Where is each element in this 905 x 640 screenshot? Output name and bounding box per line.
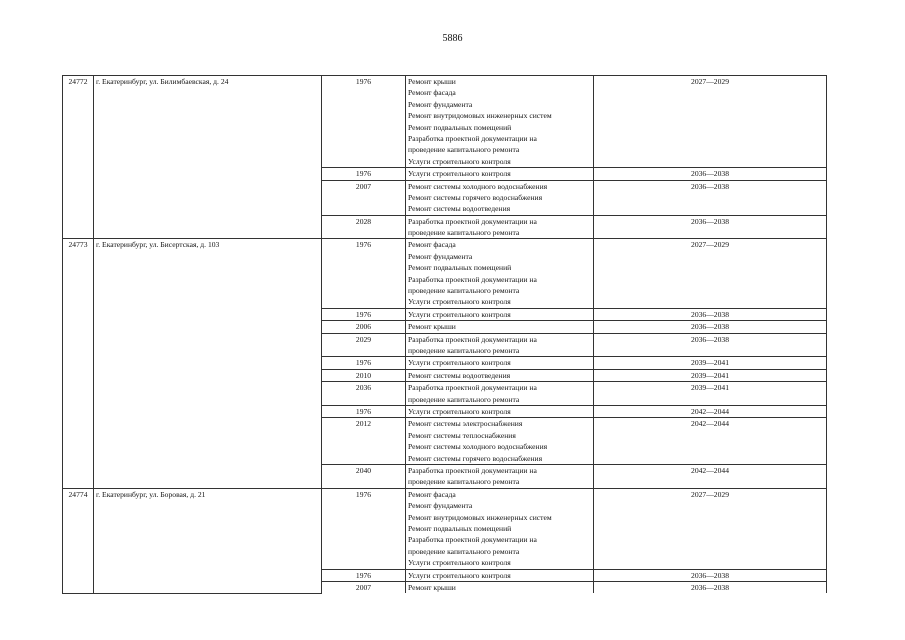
period-cell: 2042—2044 [594,464,827,488]
period-cell: 2027—2029 [594,239,827,308]
work-item: проведение капитального ремонта [408,477,520,487]
works-cell [406,369,594,381]
period-cell: 2036—2038 [594,180,827,215]
works-cell [406,180,594,215]
work-item: Ремонт крыши [408,322,456,332]
works-cell [406,308,594,320]
work-item: Разработка проектной документации на [408,274,537,284]
period-cell: 2042—2044 [594,406,827,418]
work-item: проведение капитального ремонта [408,286,520,296]
year-cell: 2007 [322,581,406,593]
year-cell: 1976 [322,168,406,180]
year-cell: 2028 [322,215,406,239]
period-cell: 2036—2038 [594,308,827,320]
object-address-cell: г. Екатеринбург, ул. Билимбаевская, д. 24 [94,76,322,239]
work-item: Ремонт внутридомовых инженерных систем [408,111,552,121]
year-cell: 2036 [322,382,406,406]
work-item: Разработка проектной документации на [408,334,537,344]
work-item: Услуги строительного контроля [408,309,511,319]
work-item: Разработка проектной документации на [408,133,537,143]
work-item: Ремонт системы горячего водоснабжения [408,192,543,202]
year-cell: 1976 [322,569,406,581]
object-id-cell: 24772 [63,76,94,239]
work-item: проведение капитального ремонта [408,145,520,155]
work-item: Услуги строительного контроля [408,169,511,179]
works-cell [406,418,594,465]
year-cell: 1976 [322,406,406,418]
works-cell [406,406,594,418]
work-item: Ремонт системы теплоснабжения [408,430,516,440]
object-address-cell: г. Екатеринбург, ул. Боровая, д. 21 [94,488,322,593]
work-item: Услуги строительного контроля [408,358,511,368]
works-cell [406,569,594,581]
period-cell: 2039—2041 [594,382,827,406]
period-cell: 2036—2038 [594,333,827,357]
work-item: Ремонт системы холодного водоснабжения [408,181,548,191]
period-cell: 2039—2041 [594,357,827,369]
work-item: Услуги строительного контроля [408,570,511,580]
work-item: Ремонт фундамента [408,501,473,511]
table-row [63,488,827,569]
work-item: Ремонт фасада [408,489,456,499]
work-item: Разработка проектной документации на [408,383,537,393]
work-item: проведение капитального ремонта [408,394,520,404]
work-item: Услуги строительного контроля [408,558,511,568]
work-item: Услуги строительного контроля [408,297,511,307]
year-cell: 1976 [322,488,406,569]
period-cell: 2036—2038 [594,321,827,333]
works-cell [406,464,594,488]
work-item: проведение капитального ремонта [408,346,520,356]
work-item: Ремонт системы холодного водоснабжения [408,442,548,452]
period-cell: 2036—2038 [594,168,827,180]
work-item: Разработка проектной документации на [408,465,537,475]
year-cell: 2010 [322,369,406,381]
work-item: Разработка проектной документации на [408,535,537,545]
period-cell: 2039—2041 [594,369,827,381]
period-cell: 2036—2038 [594,581,827,593]
year-cell: 2029 [322,333,406,357]
work-item: Ремонт подвальных помещений [408,523,512,533]
work-item: Разработка проектной документации на [408,216,537,226]
year-cell: 2007 [322,180,406,215]
period-cell: 2042—2044 [594,418,827,465]
year-cell: 1976 [322,308,406,320]
work-item: Ремонт фундамента [408,251,473,261]
object-address-cell: г. Екатеринбург, ул. Бисертская, д. 103 [94,239,322,488]
page-number: 5886 [442,33,463,44]
year-cell: 1976 [322,76,406,168]
period-cell: 2027—2029 [594,488,827,569]
repair-schedule-table [62,75,827,594]
table-row [63,239,827,308]
work-item: Ремонт системы электроснабжения [408,419,523,429]
period-cell: 2036—2038 [594,215,827,239]
year-cell: 1976 [322,239,406,308]
work-item: Ремонт внутридомовых инженерных систем [408,512,552,522]
work-item: Ремонт подвальных помещений [408,122,512,132]
work-item: проведение капитального ремонта [408,546,520,556]
works-cell [406,76,594,168]
work-item: Ремонт фасада [408,88,456,98]
work-item: Ремонт фасада [408,240,456,250]
work-item: Ремонт системы горячего водоснабжения [408,453,543,463]
works-cell [406,239,594,308]
work-item: проведение капитального ремонта [408,228,520,238]
works-cell [406,581,594,593]
work-item: Ремонт фундамента [408,99,473,109]
work-item: Ремонт подвальных помещений [408,263,512,273]
year-cell: 2006 [322,321,406,333]
year-cell: 2040 [322,464,406,488]
year-cell: 2012 [322,418,406,465]
work-item: Ремонт крыши [408,582,456,592]
table-row [63,76,827,168]
works-cell [406,382,594,406]
object-id-cell: 24773 [63,239,94,488]
period-cell: 2036—2038 [594,569,827,581]
work-item: Услуги строительного контроля [408,407,511,417]
work-item: Ремонт крыши [408,77,456,86]
works-cell [406,488,594,569]
work-item: Услуги строительного контроля [408,156,511,166]
works-cell [406,168,594,180]
works-cell [406,321,594,333]
work-item: Ремонт системы водоотведения [408,204,511,214]
object-id-cell: 24774 [63,488,94,593]
works-cell [406,357,594,369]
works-cell [406,333,594,357]
works-cell [406,215,594,239]
year-cell: 1976 [322,357,406,369]
period-cell: 2027—2029 [594,76,827,168]
work-item: Ремонт системы водоотведения [408,370,511,380]
